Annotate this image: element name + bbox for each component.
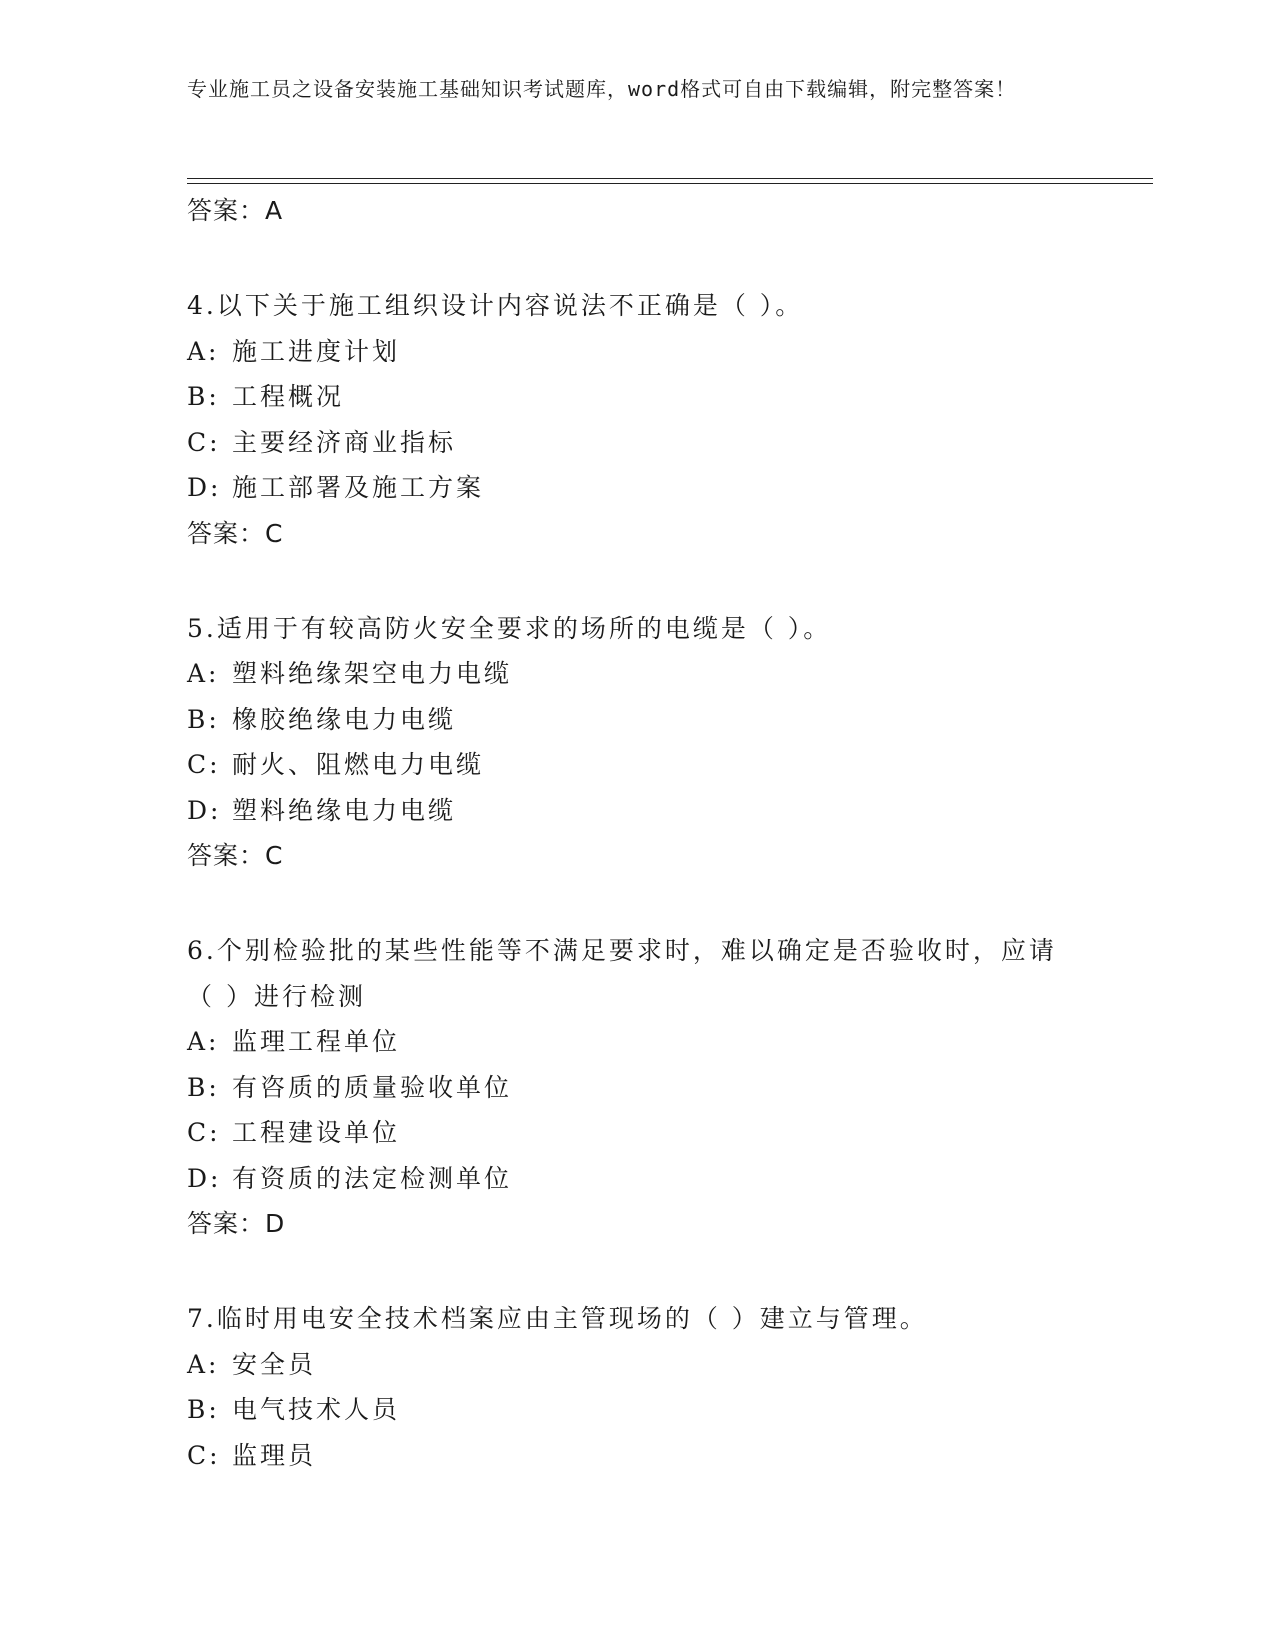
question-block [187, 928, 1087, 1247]
option-letter: B: [187, 1072, 220, 1102]
option-a [187, 329, 1087, 375]
option-text: 橡胶绝缘电力电缆 [232, 704, 457, 734]
question-text: 4.以下关于施工组织设计内容说法不正确是（ ）。 [187, 291, 804, 320]
option-letter: B: [187, 1395, 220, 1424]
option-text: 塑料绝缘架空电力电缆 [232, 659, 513, 688]
option-text: 主要经济商业指标 [232, 427, 457, 457]
option-d [187, 465, 1087, 511]
option-letter: C: [187, 1118, 221, 1147]
option-text: 有咨质的质量验收单位 [232, 1072, 513, 1102]
question-text: 6.个别检验批的某些性能等不满足要求时，难以确定是否验收时，应请（ ）进行检测 [187, 936, 1057, 1011]
option-text: 施工部署及施工方案 [232, 473, 485, 502]
option-text: 耐火、阻燃电力电缆 [232, 750, 485, 779]
option-letter: B: [187, 382, 220, 411]
header-rule-bottom [187, 183, 1153, 184]
option-c [187, 420, 1087, 466]
question-block [187, 1296, 1087, 1478]
option-text: 工程建设单位 [232, 1118, 401, 1147]
option-text: 安全员 [232, 1349, 317, 1379]
option-letter: A: [187, 1027, 220, 1056]
option-text: 施工进度计划 [232, 336, 401, 366]
option-letter: A: [187, 659, 220, 688]
answer-label: 答案：C [187, 841, 284, 870]
question-text: 7.临时用电安全技术档案应由主管现场的（ ）建立与管理。 [187, 1304, 928, 1333]
option-b [187, 1065, 1087, 1111]
option-text: 监理工程单位 [232, 1027, 401, 1056]
option-b [187, 374, 1087, 420]
header-rule-top [187, 178, 1153, 179]
option-text: 工程概况 [232, 382, 345, 411]
option-text: 塑料绝缘电力电缆 [232, 795, 457, 825]
answer-label: 答案：A [187, 196, 284, 225]
question-block [187, 283, 1087, 557]
page-header: 专业施工员之设备安装施工基础知识考试题库，word格式可自由下载编辑，附完整答案！ [187, 77, 1017, 101]
option-letter: D: [187, 1163, 222, 1193]
option-b [187, 1387, 1087, 1433]
option-a [187, 1019, 1087, 1065]
option-d [187, 1156, 1087, 1202]
question-block [187, 606, 1087, 880]
option-text: 电气技术人员 [232, 1395, 401, 1424]
option-a [187, 651, 1087, 697]
option-c [187, 742, 1087, 788]
option-letter: D: [187, 473, 222, 502]
option-d [187, 788, 1087, 834]
option-text: 监理员 [232, 1440, 317, 1470]
option-c [187, 1110, 1087, 1156]
option-letter: B: [187, 704, 220, 734]
question-text: 5.适用于有较高防火安全要求的场所的电缆是（ ）。 [187, 613, 832, 643]
answer-label: 答案：D [187, 1209, 286, 1238]
option-letter: A: [187, 1349, 220, 1379]
option-a [187, 1342, 1087, 1388]
question-list [187, 188, 1087, 1478]
option-text: 有资质的法定检测单位 [232, 1163, 513, 1193]
answer-label: 答案：C [187, 518, 284, 548]
option-letter: A: [187, 336, 220, 366]
option-letter: D: [187, 795, 222, 825]
option-c [187, 1433, 1087, 1479]
option-letter: C: [187, 750, 221, 779]
option-b [187, 697, 1087, 743]
option-letter: C: [187, 1440, 221, 1470]
option-letter: C: [187, 427, 221, 457]
